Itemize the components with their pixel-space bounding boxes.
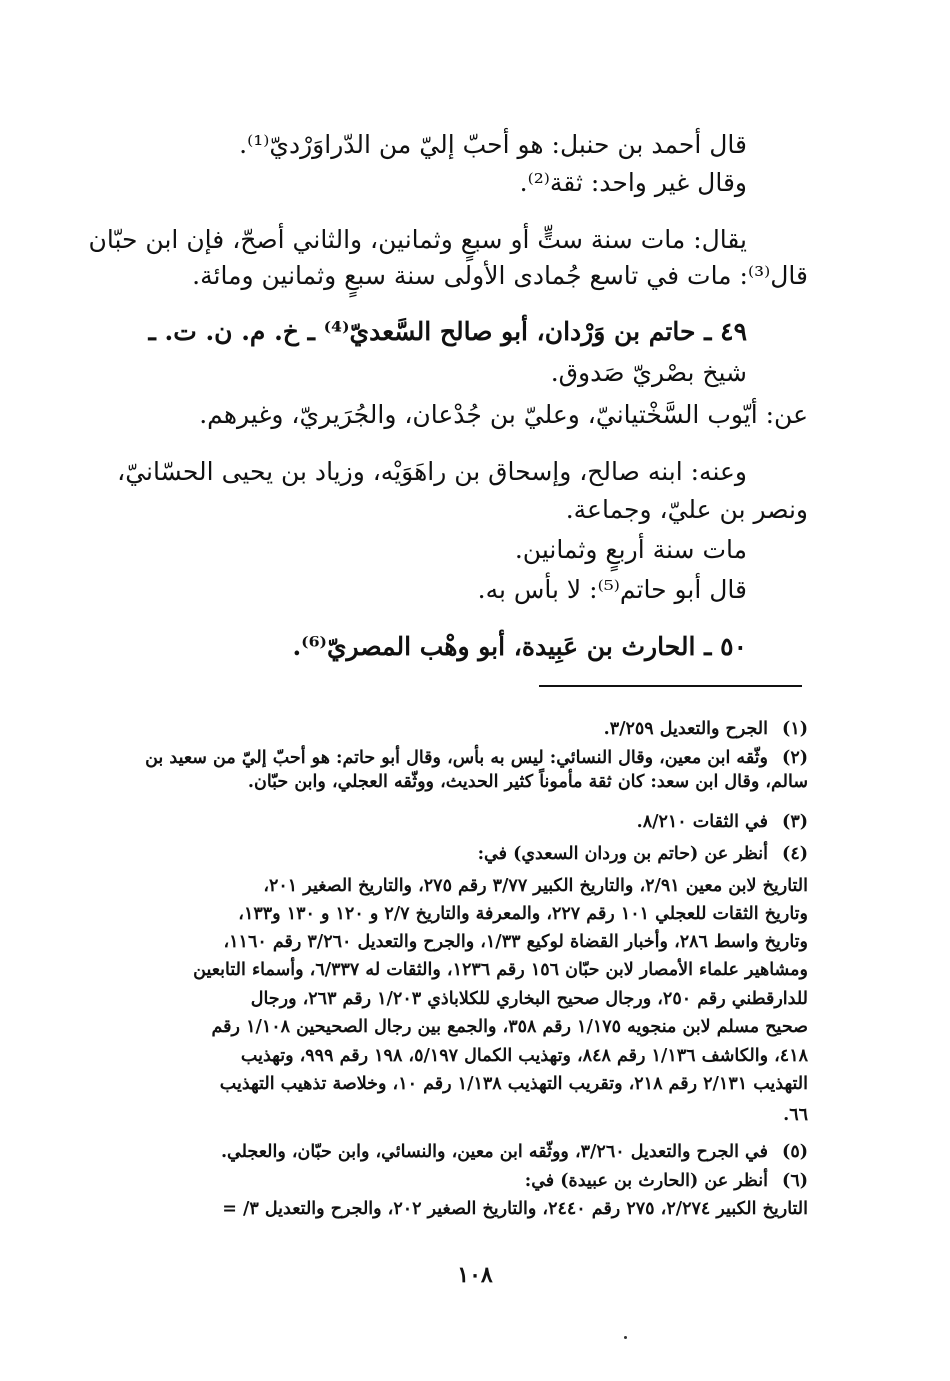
footnote-line: التاريخ لابن معين ٢/٩١، والتاريخ الكبير ٣/٧٧ رقم ٢٧٥، والتاريخ الصغير ٢٠١، — [263, 876, 808, 896]
footnote-line: ٤١٨، والكاشف ١/١٣٦ رقم ٨٤٨، وتهذيب الكمال ٥/١٩٧، ١٩٨ رقم ٩٩٩، وتهذيب — [240, 1046, 808, 1066]
footnote-text: في الثقات ٨/٢١٠. — [636, 812, 768, 832]
footnote-2 — [145, 746, 808, 770]
text-line: شيخ بصْريّ صَدوق. — [550, 358, 747, 387]
text-line: مات سنة أربعٍ وثمانين. — [514, 535, 747, 564]
footnote-line: للدارقطني رقم ٢٥٠، ورجال صحيح البخاري للكلاباذي ١/٢٠٣ رقم ٢٦٣، ورجال — [250, 989, 808, 1009]
footnote-4 — [478, 842, 808, 866]
footnote-line: سالم، وقال ابن سعد: كان ثقة مأموناً كثير الحديث، ووثّقه العجلي، وابن حبّان. — [247, 772, 808, 792]
text-line: ونصر بن عليّ، وجماعة. — [565, 495, 808, 524]
footnote-text: الجرح والتعديل ٣/٢٥٩. — [603, 719, 768, 739]
footnote-number: (١) — [782, 719, 808, 739]
footnote-text: وثّقه ابن معين، وقال النسائي: ليس به بأس، وقال أبو حاتم: هو أحبّ إليّ من سعيد بن — [145, 748, 768, 768]
footnote-text: في الجرح والتعديل ٣/٢٦٠، ووثّقه ابن معين، والنسائي، وابن حبّان، والعجلي. — [220, 1142, 768, 1162]
footnote-3 — [637, 810, 808, 834]
text-line: قال أحمد بن حنبل: هو أحبّ إليّ من الدّراوَرْديّ⁽¹⁾. — [239, 130, 747, 159]
footnote-separator — [539, 685, 802, 687]
footnote-number: (٥) — [782, 1142, 808, 1162]
footnote-5 — [221, 1140, 808, 1164]
footnote-number: (٣) — [782, 812, 808, 832]
footnote-line: ٦٦. — [783, 1105, 808, 1125]
scan-speck — [624, 1336, 627, 1339]
text-line: يقال: مات سنة ستٍّ أو سبعٍ وثمانين، والثاني أصحّ، فإن ابن حبّان — [88, 225, 747, 254]
footnote-text: أنظر عن (الحارث بن عبيدة) في: — [524, 1171, 768, 1191]
text-line: وقال غير واحد: ثقة⁽²⁾. — [519, 168, 747, 197]
text-line: عن: أيّوب السَّخْتيانيّ، وعليّ بن جُدْعان، والجُرَيريّ، وغيرهم. — [199, 400, 808, 429]
footnote-number: (٢) — [782, 748, 808, 768]
page-number: ١٠٨ — [457, 1262, 493, 1288]
text-line: وعنه: ابنه صالح، وإسحاق بن راهَوَيْه، وزياد بن يحيى الحسّانيّ، — [117, 457, 747, 486]
footnote-line: وتاريخ واسط ٢٨٦، وأخبار القضاة لوكيع ١/٣٣، والجرح والتعديل ٣/٢٦٠ رقم ١١٦٠، — [223, 932, 808, 952]
entry-heading-50: ٥٠ ـ الحارث بن عَبِيدة، أبو وهْب المصريّ⁽⁶⁾. — [292, 632, 747, 661]
footnote-line: التاريخ الكبير ٢/٢٧٤، ٢٧٥ رقم ٢٤٤٠، والتاريخ الصغير ٢٠٢، والجرح والتعديل ٣/ = — [222, 1199, 808, 1219]
footnote-line: وتاريخ الثقات للعجلي ١٠١ رقم ٢٢٧، والمعرفة والتاريخ ٢/٧ و ١٢٠ و ١٣٠ و١٣٣، — [238, 904, 808, 924]
text-line: قال⁽³⁾: مات في تاسع جُمادى الأولى سنة سبعٍ وثمانين ومائة. — [192, 261, 808, 290]
footnote-line: صحيح مسلم لابن منجويه ١/١٧٥ رقم ٣٥٨، والجمع بين رجال الصحيحين ١/١٠٨ رقم — [211, 1017, 808, 1037]
footnote-number: (٦) — [782, 1171, 808, 1191]
footnote-text: أنظر عن (حاتم بن وردان السعدي) في: — [477, 844, 768, 864]
text-line: قال أبو حاتم⁽⁵⁾: لا بأس به. — [477, 575, 747, 604]
footnote-line: ومشاهير علماء الأمصار لابن حبّان ١٥٦ رقم ١٢٣٦، والثقات له ٦/٣٣٧، وأسماء التابعين — [193, 960, 808, 980]
footnote-1 — [604, 717, 808, 741]
footnote-number: (٤) — [782, 844, 808, 864]
footnote-line: التهذيب ٢/١٣١ رقم ٢١٨، وتقريب التهذيب ١/١٣٨ رقم ١٠، وخلاصة تذهيب التهذيب — [219, 1074, 808, 1094]
entry-heading-49: ٤٩ ـ حاتم بن وَرْدان، أبو صالح السَّعديّ⁽⁴⁾ ـ خ. م. ن. ت. ـ — [148, 317, 747, 346]
footnote-6 — [525, 1169, 808, 1193]
